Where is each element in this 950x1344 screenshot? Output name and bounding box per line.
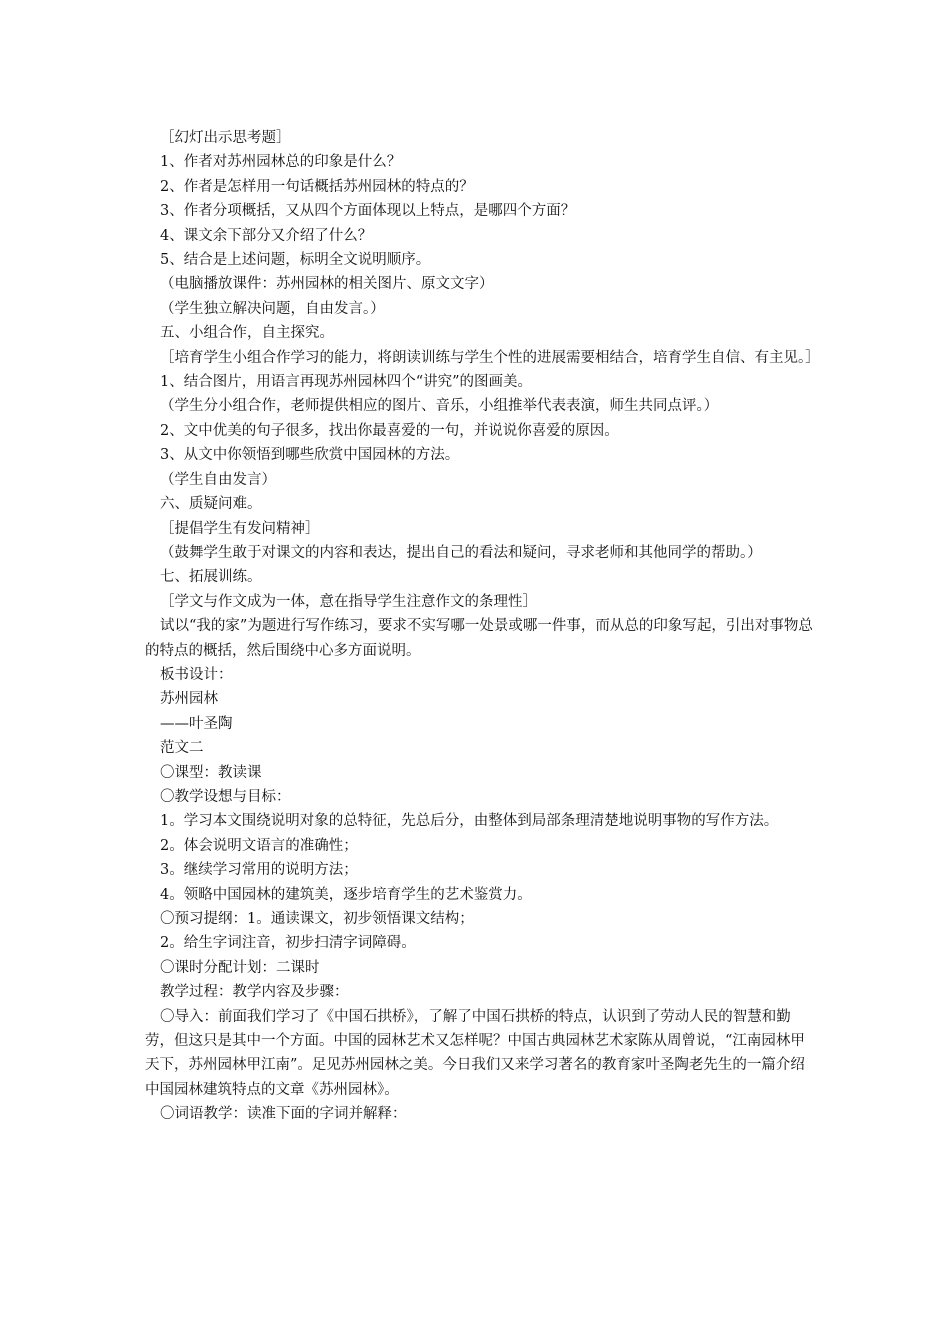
paragraph: 4。领略中国园林的建筑美，逐步培育学生的艺术鉴赏力。 bbox=[160, 886, 532, 903]
board-author: ——叶圣陶 bbox=[160, 715, 233, 732]
paragraph: 2、文中优美的句子很多，找出你最喜爱的一句，并说说你喜爱的原因。 bbox=[160, 422, 619, 439]
paragraph: 板书设计： bbox=[160, 666, 233, 683]
document-body bbox=[145, 126, 820, 1127]
section-heading: 六、质疑问难。 bbox=[160, 496, 262, 513]
paragraph: 5、结合是上述问题，标明全文说明顺序。 bbox=[160, 252, 431, 269]
paragraph: （学生独立解决问题，自由发言。） bbox=[160, 300, 385, 317]
paragraph: 〇预习提纲：1。通读课文，初步领悟课文结构； bbox=[160, 911, 474, 927]
paragraph: 1、作者对苏州园林总的印象是什么？ bbox=[160, 154, 402, 171]
paragraph: 〇课时分配计划：二课时 bbox=[160, 959, 320, 976]
paragraph: ［提倡学生有发问精神］ bbox=[160, 520, 320, 537]
section-heading: 范文二 bbox=[160, 740, 204, 757]
paragraph: 试以“我的家”为题进行写作练习，要求不实写哪一处景或哪一件事，而从总的印象写起，引出对事物总的特点的概括，然后围绕中心多方面说明。 bbox=[145, 618, 813, 659]
board-title: 苏州园林 bbox=[160, 691, 218, 708]
paragraph: 〇导入：前面我们学习了《中国石拱桥》，了解了中国石拱桥的特点，认识到了劳动人民的智慧和勤劳，但这只是其中一个方面。中国的园林艺术又怎样呢？中国古典园林艺术家陈从周曾说，“江南园林甲天下，苏州园林甲江南”。足见苏州园林之美。今日我们又来学习著名的教育家叶圣陶老先生的一篇介绍中国园林建筑特点的文章《苏州园林》。 bbox=[145, 1008, 805, 1098]
section-heading: 五、小组合作，自主探究。 bbox=[160, 325, 334, 342]
paragraph: 2、作者是怎样用一句话概括苏州园林的特点的？ bbox=[160, 178, 474, 195]
paragraph: 〇词语教学：读准下面的字词并解释： bbox=[160, 1106, 407, 1123]
paragraph: ［学文与作文成为一体，意在指导学生注意作文的条理性］ bbox=[160, 593, 537, 610]
paragraph: 3。继续学习常用的说明方法； bbox=[160, 862, 358, 879]
paragraph: （鼓舞学生敢于对课文的内容和表达，提出自己的看法和疑问，寻求老师和其他同学的帮助。） bbox=[160, 544, 762, 561]
paragraph: 〇课型：教读课 bbox=[160, 764, 262, 781]
paragraph: 1。学习本文围绕说明对象的总特征，先总后分，由整体到局部条理清楚地说明事物的写作方法。 bbox=[160, 813, 779, 830]
paragraph: 〇教学设想与目标： bbox=[160, 788, 291, 805]
paragraph: ［培育学生小组合作学习的能力，将朗读训练与学生个性的进展需要相结合，培育学生自信、有主见。］ bbox=[160, 349, 820, 366]
section-heading: 七、拓展训练。 bbox=[160, 569, 262, 586]
paragraph: ［幻灯出示思考题］ bbox=[160, 130, 291, 146]
paragraph: 3、作者分项概括，又从四个方面体现以上特点，是哪四个方面？ bbox=[160, 203, 576, 220]
paragraph: （电脑播放课件：苏州园林的相关图片、原文文字） bbox=[160, 276, 494, 293]
paragraph: 4、课文余下部分又介绍了什么？ bbox=[160, 227, 373, 244]
paragraph: 教学过程：教学内容及步骤： bbox=[160, 984, 349, 1001]
paragraph: 3、从文中你领悟到哪些欣赏中国园林的方法。 bbox=[160, 447, 460, 464]
paragraph: （学生分小组合作，老师提供相应的图片、音乐，小组推举代表表演，师生共同点评。） bbox=[160, 398, 719, 415]
paragraph: 2。给生字词注音，初步扫清字词障碍。 bbox=[160, 935, 416, 952]
paragraph: （学生自由发言） bbox=[160, 471, 276, 488]
paragraph: 2。体会说明文语言的准确性； bbox=[160, 837, 358, 854]
paragraph: 1、结合图片，用语言再现苏州园林四个“讲究”的图画美。 bbox=[160, 374, 533, 391]
